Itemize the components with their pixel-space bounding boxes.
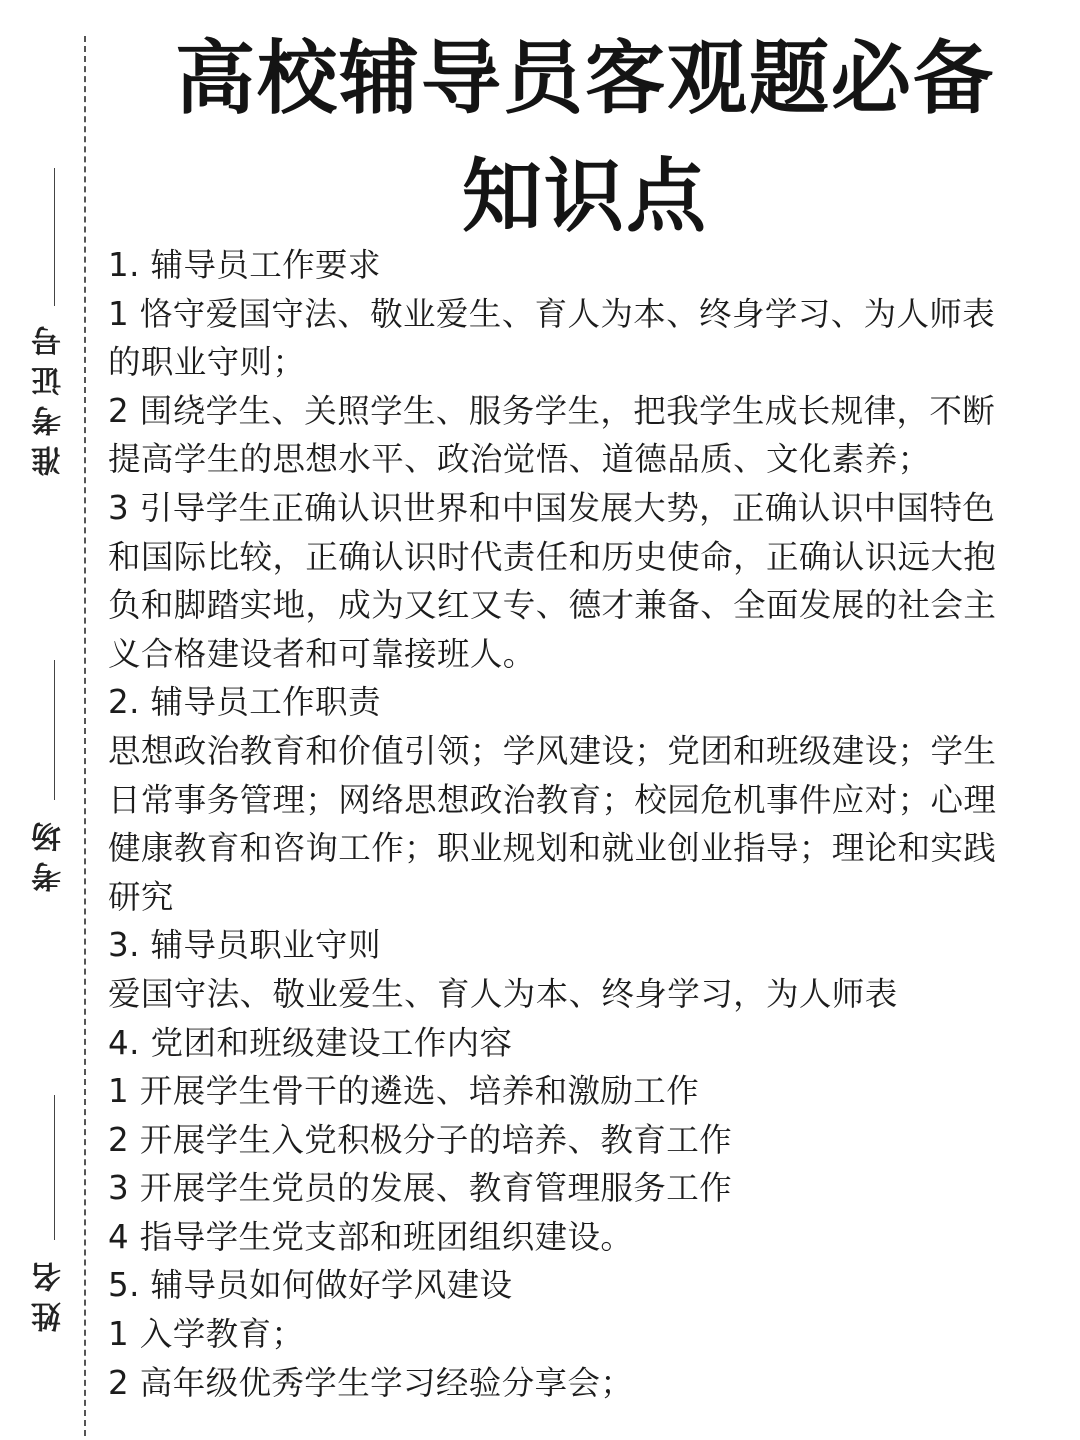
title-line-1: 高校辅导员客观题必备 — [175, 32, 995, 125]
text-line: 提高学生的思想水平、政治觉悟、道德品质、文化素养； — [108, 440, 931, 479]
text-line: 爱国守法、敬业爱生、育人为本、终身学习，为人师表 — [108, 974, 898, 1013]
exam-room-label: 考场 — [32, 812, 67, 892]
text-line: 2 高年级优秀学生学习经验分享会； — [108, 1363, 634, 1402]
text-line: 1 开展学生骨干的遴选、培养和激励工作 — [108, 1072, 700, 1111]
section-heading: 2. 辅导员工作职责 — [108, 683, 381, 722]
dashed-cut-line — [84, 36, 86, 1436]
name-underline — [54, 1095, 55, 1240]
exam-id-field — [28, 316, 67, 476]
exam-id-label: 准考证号 — [32, 316, 67, 476]
text-line: 健康教育和咨询工作；职业规划和就业创业指导；理论和实践 — [108, 829, 997, 868]
exam-id-underline — [54, 168, 55, 306]
title-line-2: 知识点 — [462, 150, 708, 243]
text-line: 研究 — [108, 877, 174, 916]
text-line: 负和脚踏实地，成为又红又专、德才兼备、全面发展的社会主 — [108, 586, 997, 625]
name-field — [28, 1252, 67, 1332]
text-line: 3 开展学生党员的发展、教育管理服务工作 — [108, 1169, 733, 1208]
text-line: 3 引导学生正确认识世界和中国发展大势，正确认识中国特色 — [108, 488, 996, 527]
section-heading: 1. 辅导员工作要求 — [108, 246, 381, 284]
page-title — [100, 20, 1070, 256]
exam-room-underline — [54, 660, 55, 800]
binding-margin — [0, 0, 90, 1440]
text-line: 2 开展学生入党积极分子的培养、教育工作 — [108, 1120, 733, 1159]
exam-room-field — [28, 812, 67, 892]
text-line: 1 入学教育； — [108, 1315, 305, 1354]
text-line: 1 恪守爱国守法、敬业爱生、育人为本、终身学习、为人师表 — [108, 294, 996, 333]
text-line: 的职业守则； — [108, 343, 306, 382]
section-heading: 4. 党团和班级建设工作内容 — [108, 1023, 513, 1062]
section-heading: 3. 辅导员职业守则 — [108, 926, 381, 965]
text-line: 义合格建设者和可靠接班人。 — [108, 634, 536, 673]
name-label: 姓名 — [32, 1252, 67, 1332]
text-line: 思想政治教育和价值引领；学风建设；党团和班级建设；学生 — [108, 731, 997, 770]
section-heading: 5. 辅导员如何做好学风建设 — [108, 1266, 513, 1305]
text-line: 4 指导学生党支部和班团组织建设。 — [108, 1217, 634, 1256]
document-body — [108, 241, 1053, 1407]
text-line: 2 围绕学生、关照学生、服务学生，把我学生成长规律，不断 — [108, 391, 996, 430]
text-line: 日常事务管理；网络思想政治教育；校园危机事件应对；心理 — [108, 780, 997, 819]
text-line: 和国际比较，正确认识时代责任和历史使命，正确认识远大抱 — [108, 537, 997, 576]
